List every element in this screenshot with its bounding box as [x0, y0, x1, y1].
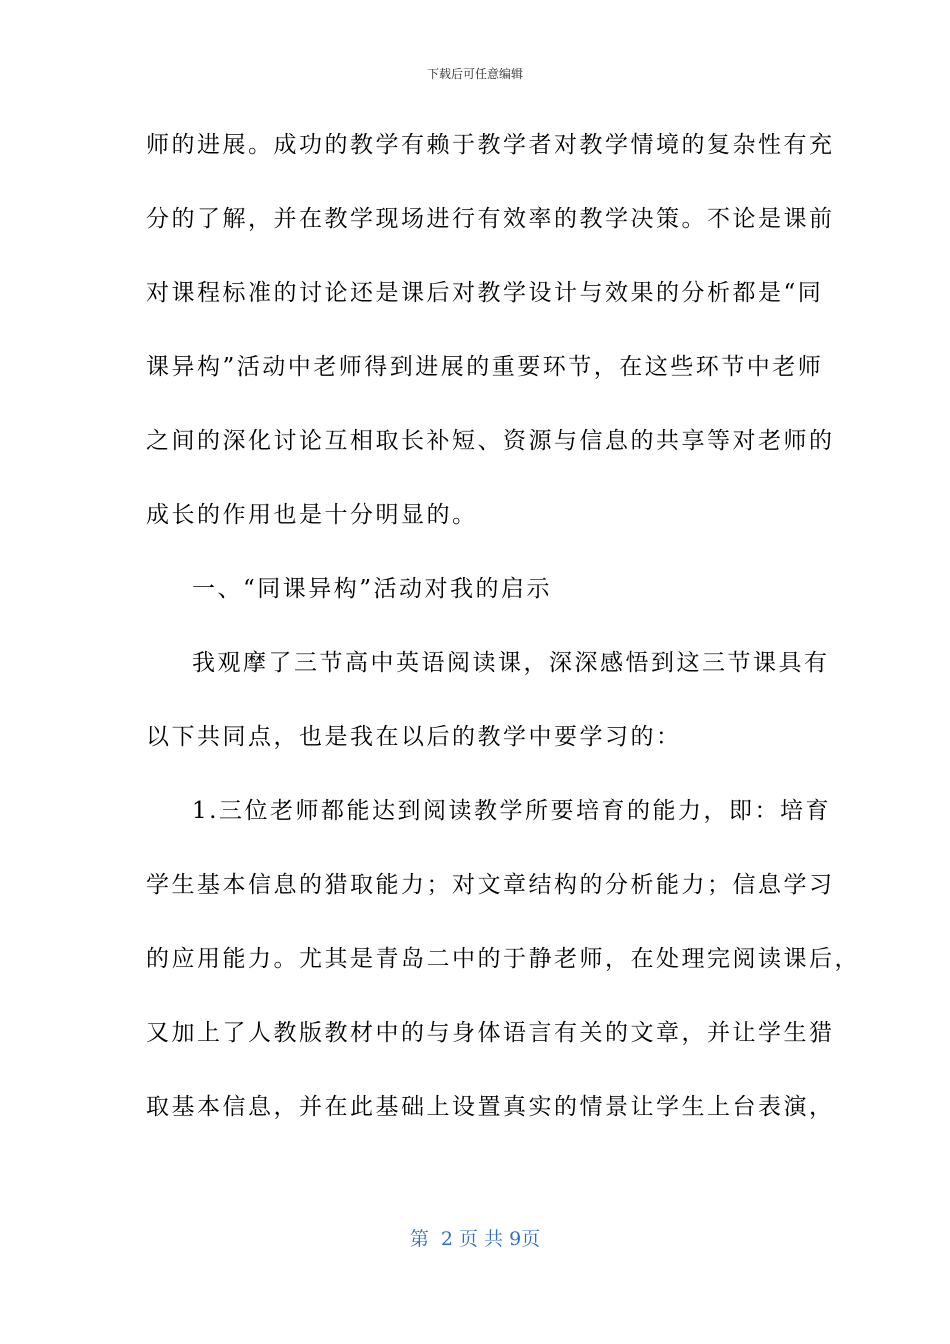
body-line: 以下共同点，也是我在以后的教学中要学习的： — [146, 724, 682, 750]
page-number-footer: 第 2 页 共 9页 — [409, 1228, 541, 1250]
body-line: 分的了解，并在教学现场进行有效率的教学决策。不论是课前 — [146, 206, 835, 232]
body-line: 对课程标准的讨论还是课后对教学设计与效果的分析都是“同 — [146, 280, 824, 306]
list-item-line: 1.三位老师都能达到阅读教学所要培育的能力，即：培育 — [192, 798, 831, 824]
body-line: 课异构”活动中老师得到进展的重要环节，在这些环节中老师 — [146, 354, 824, 380]
body-line: 的应用能力。尤其是青岛二中的于静老师，在处理完阅读课后， — [146, 946, 860, 972]
page-header: 下载后可任意编辑 — [426, 67, 523, 81]
body-line: 我观摩了三节高中英语阅读课，深深感悟到这三节课具有 — [192, 650, 830, 676]
body-line: 之间的深化讨论互相取长补短、资源与信息的共享等对老师的 — [146, 428, 835, 454]
section-heading: 一、“同课异构”活动对我的启示 — [192, 576, 553, 602]
body-line: 师的进展。成功的教学有赖于教学者对教学情境的复杂性有充 — [146, 132, 835, 158]
document-body — [146, 122, 860, 1158]
body-line: 成长的作用也是十分明显的。 — [146, 502, 478, 528]
body-line: 学生基本信息的猎取能力；对文章结构的分析能力；信息学习 — [146, 872, 835, 898]
body-line: 又加上了人教版教材中的与身体语言有关的文章，并让学生猎 — [146, 1020, 835, 1046]
body-line: 取基本信息，并在此基础上设置真实的情景让学生上台表演， — [146, 1094, 835, 1120]
